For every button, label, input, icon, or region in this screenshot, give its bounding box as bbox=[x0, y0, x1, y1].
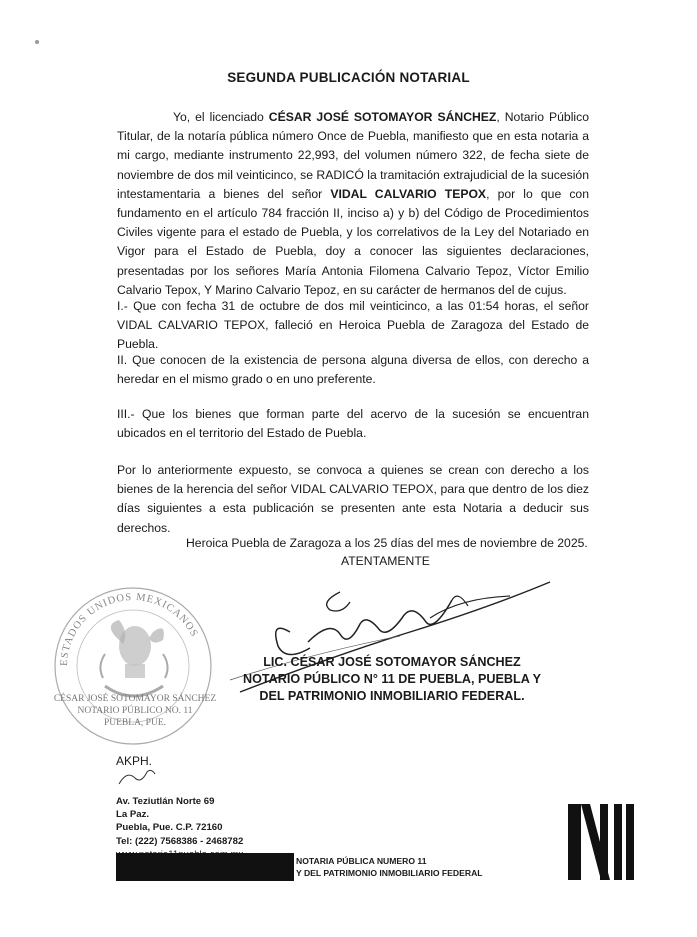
intro-bold-run: VIDAL CALVARIO TEPOX bbox=[330, 186, 487, 201]
notary-office-name bbox=[296, 856, 483, 879]
footer-black-bar bbox=[116, 853, 294, 881]
signatory-name: LIC. CÉSAR JOSÉ SOTOMAYOR SÁNCHEZ bbox=[263, 655, 521, 669]
intro-text-run: Yo, el licenciado bbox=[173, 110, 269, 124]
intro-paragraph bbox=[117, 108, 589, 300]
seal-stamp-line-1: CÉSAR JOSÉ SOTOMAYOR SÁNCHEZ bbox=[53, 694, 217, 704]
initials-scribble bbox=[117, 768, 157, 788]
signatory-title-1: NOTARIO PÚBLICO N° 11 DE PUEBLA, PUEBLA Y bbox=[243, 672, 541, 686]
seal-stamp-line-3: PUEBLA, PUE. bbox=[103, 718, 167, 728]
intro-bold-run: CÉSAR JOSÉ SOTOMAYOR SÁNCHEZ bbox=[268, 110, 497, 124]
signatory-title-2: DEL PATRIMONIO INMOBILIARIO FEDERAL. bbox=[259, 689, 525, 703]
seal-stamp-line-2: NOTARIO PÚBLICO NO. 11 bbox=[77, 706, 193, 716]
address-city: Puebla, Pue. C.P. 72160 bbox=[116, 822, 223, 834]
address-neighborhood: La Paz. bbox=[116, 809, 150, 821]
document-title: SEGUNDA PUBLICACIÓN NOTARIAL bbox=[227, 70, 470, 85]
seal-arc-text: ESTADOS UNIDOS MEXICANOS bbox=[58, 591, 200, 667]
notary-office-name-line-2: Y DEL PATRIMONIO INMOBILIARIO FEDERAL bbox=[296, 867, 483, 878]
declaration-3: III.- Que los bienes que forman parte del acervo de la sucesión se encuentran ubicados en el territorio del Estado de Puebla. bbox=[117, 407, 589, 441]
notary-11-logo-icon bbox=[566, 800, 636, 882]
signatory-block bbox=[222, 654, 562, 705]
intro-text-run: , por lo que con fundamento en el artículo 784 fracción II, inciso a) y b) del Código de Procedimientos Civiles vigente para el estado de Puebla, y los correlativos de la Ley del Notariado en Vigor para el Estado de Puebla, doy a conocer las siguientes declaraciones, presentadas por los señores María Antonia Filomena Calvario Tepoz, Víctor Emilio Calvario Tepox, Y Marino Calvario Tepoz, en su carácter de hermanos del de cujus. bbox=[117, 186, 589, 297]
declaration-2: II. Que conocen de la existencia de persona alguna diversa de ellos, con derecho a heredar en el mismo grado o en uno preferente. bbox=[117, 353, 589, 387]
address-street: Av. Teziutlán Norte 69 bbox=[116, 796, 215, 807]
notary-office-name-line-1: NOTARIA PÚBLICA NUMERO 11 bbox=[296, 856, 427, 866]
office-address bbox=[116, 795, 243, 861]
declaration-1: I.- Que con fecha 31 de octubre de dos mil veinticinco, a las 01:54 horas, el señor VIDAL CALVARIO TEPOX, falleció en Heroica Puebla de Zaragoza del Estado de Puebla. bbox=[117, 299, 589, 352]
typist-initials: AKPH. bbox=[116, 754, 153, 768]
scan-speck bbox=[35, 40, 39, 44]
sign-off: ATENTAMENTE bbox=[341, 554, 430, 568]
place-and-date: Heroica Puebla de Zaragoza a los 25 días del mes de noviembre de 2025. bbox=[186, 536, 588, 550]
intro-text-run: , Notario Público Titular, de la notaría pública número Once de Puebla, manifiesto que en esta notaria a mi cargo, mediante instrumento 22,993, del volumen número 322, de fecha siete de noviembre de dos mil veinticinco, se RADICÓ la tramitación extrajudicial de la sucesión intestamentaria a bienes del señor bbox=[117, 110, 589, 201]
closing-paragraph: Por lo anteriormente expuesto, se convoca a quienes se crean con derecho a los bienes de la herencia del señor VIDAL CALVARIO TEPOX, para que dentro de los diez días siguientes a esta publicación se presenten ante esta Notaria a deducir sus derechos. bbox=[117, 463, 589, 535]
phone-numbers: Tel: (222) 7568386 - 2468782 bbox=[116, 835, 244, 847]
